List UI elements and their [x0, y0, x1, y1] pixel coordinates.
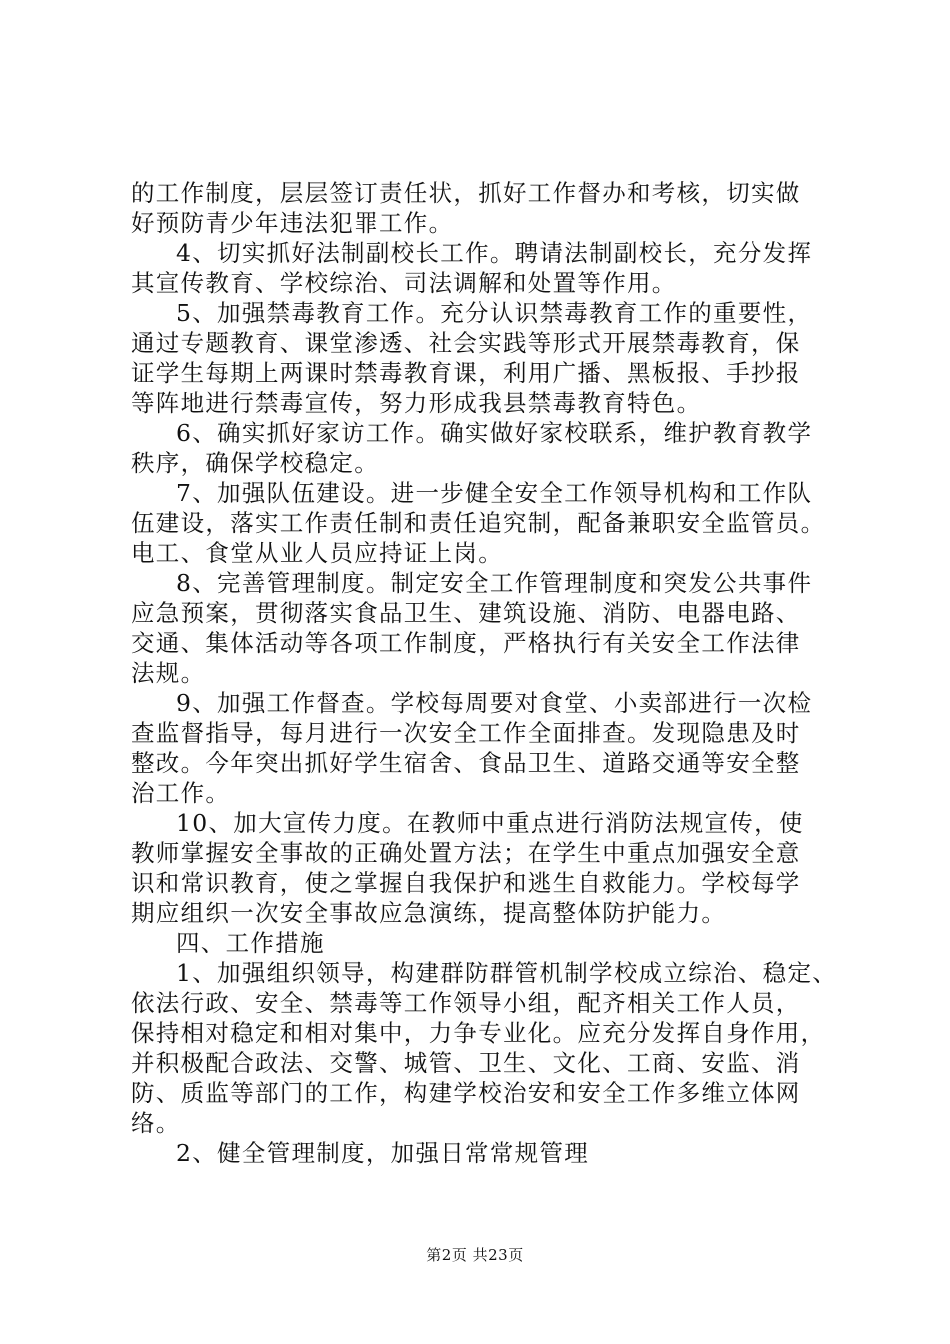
paragraph-line: 识和常识教育，使之掌握自我保护和逃生自救能力。学校每学 — [131, 869, 801, 897]
paragraph-line: 教师掌握安全事故的正确处置方法；在学生中重点加强安全意 — [131, 839, 801, 867]
paragraph-line: 保持相对稳定和相对集中，力争专业化。应充分发挥自身作用， — [131, 1019, 826, 1047]
paragraph-line: 7、加强队伍建设。进一步健全安全工作领导机构和工作队 — [176, 479, 813, 507]
paragraph-line: 5、加强禁毒教育工作。充分认识禁毒教育工作的重要性， — [176, 299, 813, 327]
paragraph-line: 应急预案，贯彻落实食品卫生、建筑设施、消防、电器电路、 — [131, 599, 801, 627]
paragraph-line: 查监督指导，每月进行一次安全工作全面排查。发现隐患及时 — [131, 719, 801, 747]
paragraph-line: 10、加大宣传力度。在教师中重点进行消防法规宣传，使 — [176, 809, 804, 837]
paragraph-line: 法规。 — [131, 659, 206, 687]
paragraph-line: 电工、食堂从业人员应持证上岗。 — [131, 539, 503, 567]
paragraph-line: 9、加强工作督查。学校每周要对食堂、小卖部进行一次检 — [176, 689, 813, 717]
paragraph-line: 1、加强组织领导，构建群防群管机制学校成立综治、稳定、 — [176, 959, 838, 987]
paragraph-line: 好预防青少年违法犯罪工作。 — [131, 209, 454, 237]
paragraph-line: 络。 — [131, 1109, 181, 1137]
page-footer: 第2页 共23页 — [426, 1246, 524, 1264]
paragraph-line: 防、质监等部门的工作，构建学校治安和安全工作多维立体网 — [131, 1079, 801, 1107]
paragraph-line: 其宣传教育、学校综治、司法调解和处置等作用。 — [131, 269, 677, 297]
paragraph-line: 等阵地进行禁毒宣传，努力形成我县禁毒教育特色。 — [131, 389, 702, 417]
paragraph-line: 交通、集体活动等各项工作制度，严格执行有关安全工作法律 — [131, 629, 801, 657]
paragraph-line: 证学生每期上两课时禁毒教育课，利用广播、黑板报、手抄报 — [131, 359, 801, 387]
paragraph-line: 依法行政、安全、禁毒等工作领导小组，配齐相关工作人员， — [131, 989, 801, 1017]
paragraph-line: 通过专题教育、课堂渗透、社会实践等形式开展禁毒教育，保 — [131, 329, 801, 357]
paragraph-line: 期应组织一次安全事故应急演练，提高整体防护能力。 — [131, 899, 727, 927]
paragraph-line: 治工作。 — [131, 779, 231, 807]
paragraph-line: 的工作制度，层层签订责任状，抓好工作督办和考核，切实做 — [131, 179, 801, 207]
section-heading: 四、工作措施 — [176, 929, 325, 957]
paragraph-line: 伍建设，落实工作责任制和责任追究制，配备兼职安全监管员。 — [131, 509, 826, 537]
paragraph-line: 4、切实抓好法制副校长工作。聘请法制副校长，充分发挥 — [176, 239, 813, 267]
paragraph-line: 整改。今年突出抓好学生宿舍、食品卫生、道路交通等安全整 — [131, 749, 801, 777]
paragraph-line: 2、健全管理制度，加强日常常规管理 — [176, 1139, 590, 1167]
paragraph-line: 8、完善管理制度。制定安全工作管理制度和突发公共事件 — [176, 569, 813, 597]
paragraph-line: 并积极配合政法、交警、城管、卫生、文化、工商、安监、消 — [131, 1049, 801, 1077]
paragraph-line: 6、确实抓好家访工作。确实做好家校联系，维护教育教学 — [176, 419, 813, 447]
paragraph-line: 秩序，确保学校稳定。 — [131, 449, 379, 477]
